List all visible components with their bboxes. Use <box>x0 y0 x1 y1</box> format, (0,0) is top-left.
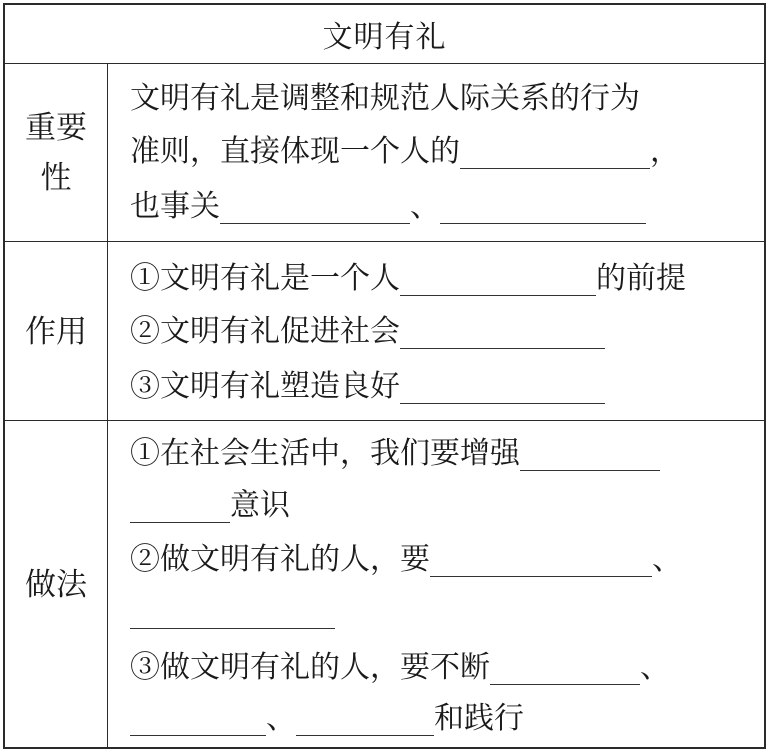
importance-text-2: 准则，直接体现一个人的 <box>130 134 460 169</box>
table-title-row <box>5 5 764 63</box>
practice-separator-2: 、 <box>652 542 682 577</box>
importance-line-1 <box>130 74 764 124</box>
answer-blank[interactable] <box>430 542 652 577</box>
practice-header-cell <box>5 421 108 748</box>
practice-text-3: ③做文明有礼的人，要不断 <box>130 650 490 685</box>
practice-item-2 <box>130 535 764 585</box>
answer-blank[interactable] <box>460 134 650 169</box>
answer-blank[interactable] <box>296 701 434 736</box>
role-header-cell <box>5 242 108 421</box>
answer-blank[interactable] <box>130 594 335 629</box>
role-header: 作用 <box>25 313 87 350</box>
importance-line-3 <box>130 182 764 232</box>
importance-line-2 <box>130 127 764 177</box>
role-item-2 <box>130 307 764 357</box>
answer-blank[interactable] <box>220 189 410 224</box>
answer-blank[interactable] <box>400 314 605 349</box>
practice-item-2-cont <box>130 587 764 637</box>
practice-row <box>5 420 764 748</box>
role-text-2: ②文明有礼促进社会 <box>130 314 400 349</box>
answer-blank[interactable] <box>130 701 266 736</box>
practice-text-3-end: 和践行 <box>434 701 524 736</box>
importance-content <box>108 64 764 242</box>
practice-item-3 <box>130 643 764 693</box>
practice-text-1-end: 意识 <box>230 488 290 523</box>
role-row <box>5 241 764 421</box>
answer-blank[interactable] <box>520 436 660 471</box>
answer-blank[interactable] <box>130 488 230 523</box>
table-title: 文明有礼 <box>322 20 447 55</box>
importance-text-1: 文明有礼是调整和规范人际关系的行为 <box>130 81 640 116</box>
role-item-1 <box>130 254 764 304</box>
practice-content <box>108 421 764 748</box>
importance-row <box>5 63 764 242</box>
importance-comma: ， <box>650 134 680 169</box>
answer-blank[interactable] <box>440 189 646 224</box>
role-text-1-end: 的前提 <box>596 261 686 296</box>
worksheet-table <box>3 3 766 749</box>
answer-blank[interactable] <box>400 261 596 296</box>
practice-item-3-cont <box>130 694 764 744</box>
importance-header-cell <box>5 64 108 242</box>
practice-item-1-cont <box>130 481 764 531</box>
role-text-1: ①文明有礼是一个人 <box>130 261 400 296</box>
importance-header: 重要性 <box>25 110 87 196</box>
importance-separator: 、 <box>410 189 440 224</box>
practice-separator-3a: 、 <box>640 650 670 685</box>
role-item-3 <box>130 362 764 412</box>
practice-header: 做法 <box>25 566 87 603</box>
importance-text-3: 也事关 <box>130 189 220 224</box>
practice-item-1 <box>130 429 764 479</box>
practice-separator-3b: 、 <box>266 701 296 736</box>
practice-text-1: ①在社会生活中，我们要增强 <box>130 436 520 471</box>
answer-blank[interactable] <box>400 369 605 404</box>
answer-blank[interactable] <box>490 650 640 685</box>
role-text-3: ③文明有礼塑造良好 <box>130 369 400 404</box>
role-content <box>108 242 764 421</box>
practice-text-2: ②做文明有礼的人，要 <box>130 542 430 577</box>
